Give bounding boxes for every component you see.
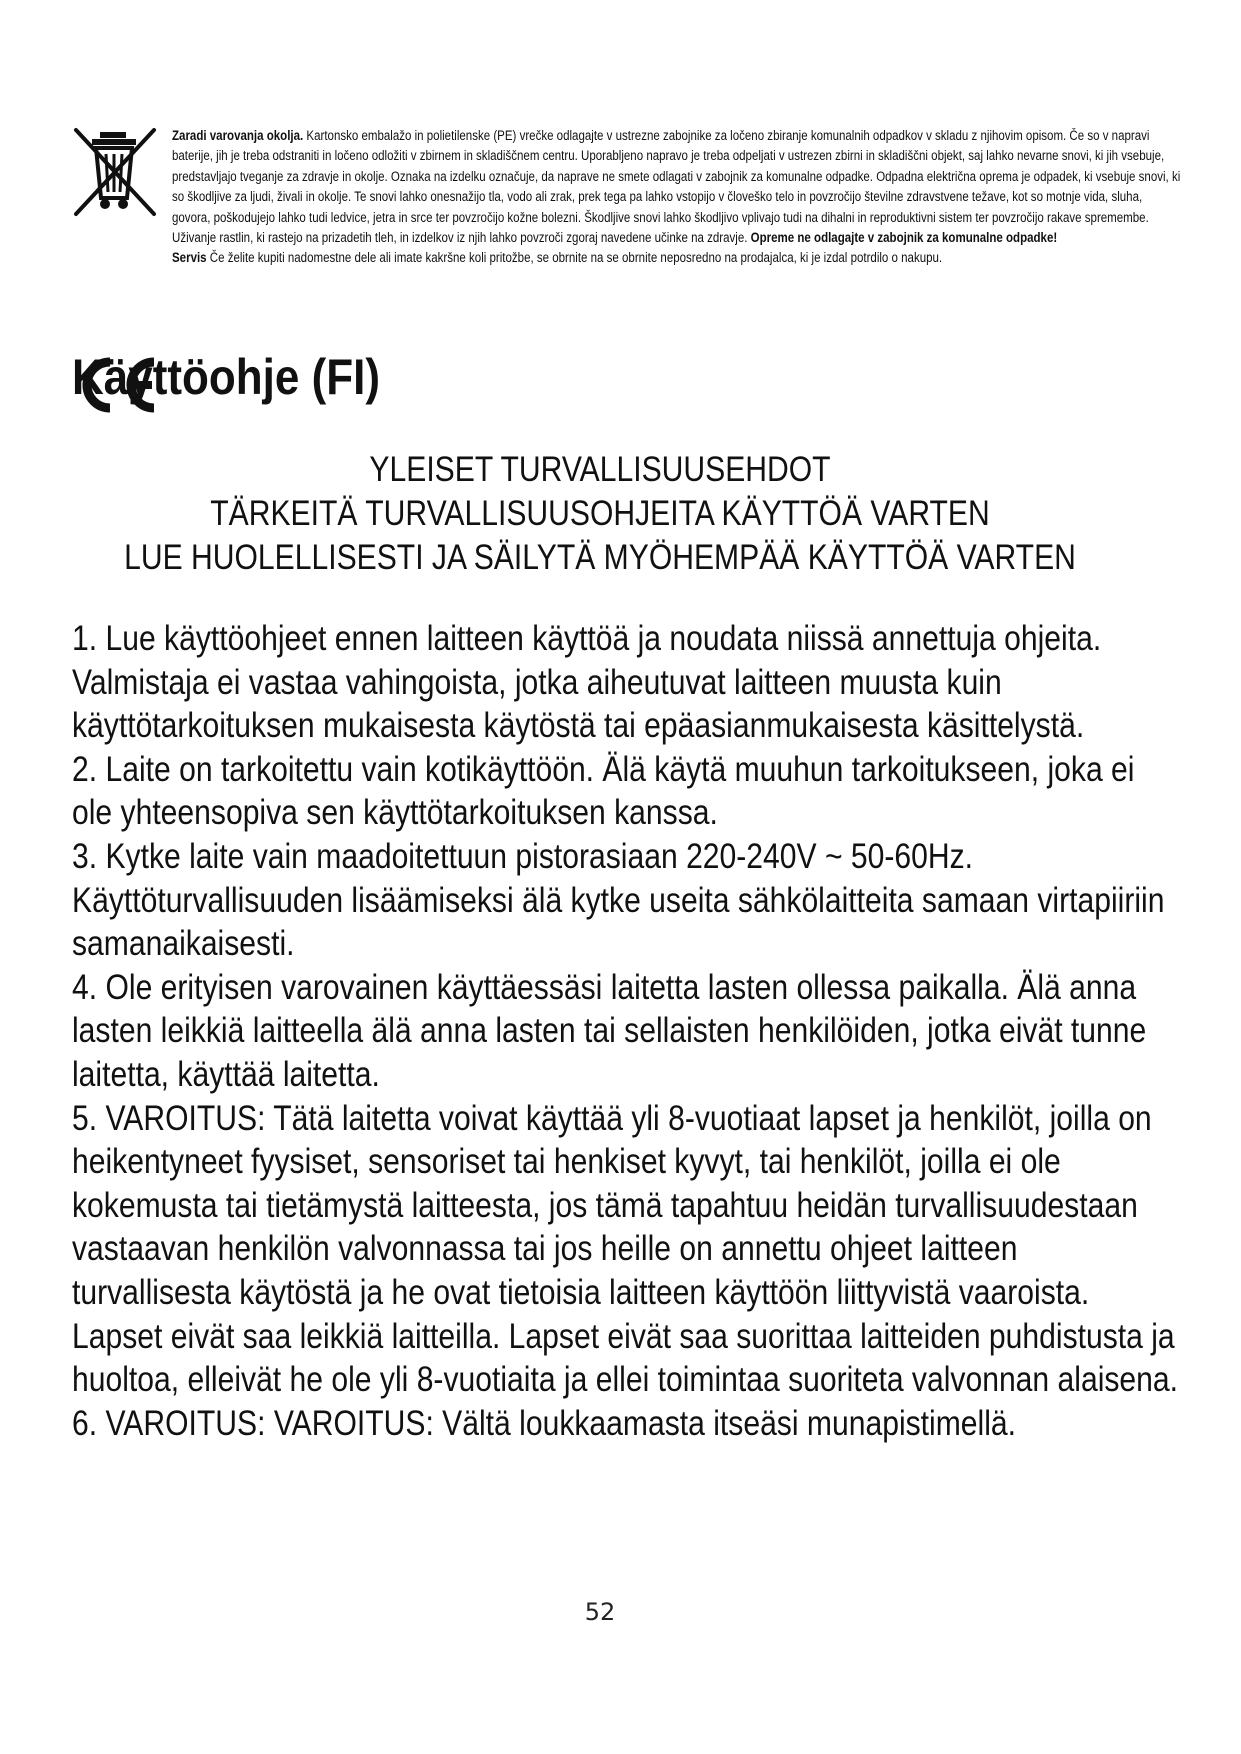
safety-instructions-list	[72, 617, 1182, 1445]
instruction-item: 1. Lue käyttöohjeet ennen laitteen käyttöä ja noudata niissä annettuja ohjeita. Valmistaja ei vastaa vahingoista, jotka aiheutuvat laitteen muusta kuin käyttötarkoituksen mukaisesta käytöstä tai epäasianmukaisesta käsittelystä.	[72, 619, 1102, 746]
instruction-item: 5. VAROITUS: Tätä laitetta voivat käyttää yli 8-vuotiaat lapset ja henkilöt, joilla on heikentyneet fyysiset, sensoriset tai henkiset kyvyt, tai henkilöt, joilla ei ole kokemusta tai tietämystä laitteesta, jos tämä tapahtuu heidän turvallisuudestaan vastaavan henkilön valvonnassa tai jos heille on annettu ohjeet laitteen turvallisesta käytöstä ja he ovat tietoisia laitteen käyttöön liittyvistä vaaroista. Lapset eivät saa leikkiä laitteilla. Lapset eivät saa suorittaa laitteiden puhdistusta ja huoltoa, elleivät he ole yli 8-vuotiaita ja ellei toimintaa suoriteta valvonnan alaisena.	[72, 1098, 1179, 1400]
service-paragraph	[172, 248, 1182, 268]
service-text: Če želite kupiti nadomestne dele ali imate kakršne koli pritožbe, se obrnite na se obrnite neposredno na prodajalca, ki je izdal potrdilo o nakupu.	[209, 250, 943, 266]
heading-general-safety: YLEISET TURVALLISUUSEHDOT	[369, 450, 831, 489]
crossed-out-bin-icon	[72, 126, 160, 226]
instruction-item: 3. Kytke laite vain maadoitettuun pistorasiaan 220-240V ~ 50-60Hz. Käyttöturvallisuuden lisäämiseksi älä kytke useita sähkölaitteita samaan virtapiiriin samanaikaisesti.	[72, 836, 1165, 964]
page-number: 52	[584, 1598, 616, 1626]
heading-read-carefully: LUE HUOLELLISESTI JA SÄILYTÄ MYÖHEMPÄÄ KÄYTTÖÄ VARTEN	[124, 538, 1076, 577]
instruction-item: 6. VAROITUS: VAROITUS: Vältä loukkaamasta itseäsi munapistimellä.	[72, 1403, 1017, 1443]
page-title: Käyttöohje (FI)	[72, 349, 380, 405]
disposal-heading: Zaradi varovanja okolja.	[172, 128, 307, 143]
heading-important-instructions: TÄRKEITÄ TURVALLISUUSOHJEITA KÄYTTÖÄ VARTEN	[210, 494, 990, 533]
disposal-text	[172, 126, 1181, 269]
disposal-paragraph	[172, 126, 1182, 248]
disposal-warning: Opreme ne odlagajte v zabojnik za komunalne odpadke!	[750, 230, 1058, 246]
safety-headings	[0, 448, 1200, 580]
instruction-item: 2. Laite on tarkoitettu vain kotikäyttöön. Älä käytä muuhun tarkoitukseen, joka ei ole yhteensopiva sen käyttötarkoituksen kanssa.	[72, 749, 1135, 833]
disposal-body: Kartonsko embalažo in polietilenske (PE) vrečke odlagajte v ustrezne zabojnike za ločeno zbiranje komunalnih odpadkov v skladu z njihovim opisom. Če so v napravi baterije, jih je treba odstraniti in ločeno odložiti v zbirnem in skladiščnem centru. Uporabljeno napravo je treba odpeljati v ustrezen zbirni in skladiščni objekt, saj lahko nevarne snovi, ki jih vsebuje, predstavljajo tveganje za zdravje in okolje. Oznaka na izdelku označuje, da naprave ne smete odlagati v zabojnik za komunalne odpadke. Odpadna električna oprema je odpadek, ki vsebuje snovi, ki so škodljive za ljudi, živali in okolje. Te snovi lahko onesnažijo tla, vodo ali zrak, prek tega pa lahko vstopijo v človeško telo in povzročijo številne zdravstvene težave, kot so motnje vida, sluha, govora, poškodujejo lahko tudi ledvice, jetra in srce ter povzročijo kožne bolezni. Škodljive snovi lahko škodljivo vplivajo tudi na dihalni in reproduktivni sistem ter povzročijo rakave spremembe. Uživanje rastlin, ki rastejo na prizadetih tleh, in izdelkov iz njih lahko povzroči zgoraj navedene učinke na zdravje.	[172, 128, 1181, 246]
service-label: Servis	[172, 250, 210, 266]
instruction-item: 4. Ole erityisen varovainen käyttäessäsi laitetta lasten ollessa paikalla. Älä anna lasten leikkiä laitteella älä anna lasten tai sellaisten henkilöiden, jotka eivät tunne laitetta, käyttää laitetta.	[72, 967, 1147, 1094]
